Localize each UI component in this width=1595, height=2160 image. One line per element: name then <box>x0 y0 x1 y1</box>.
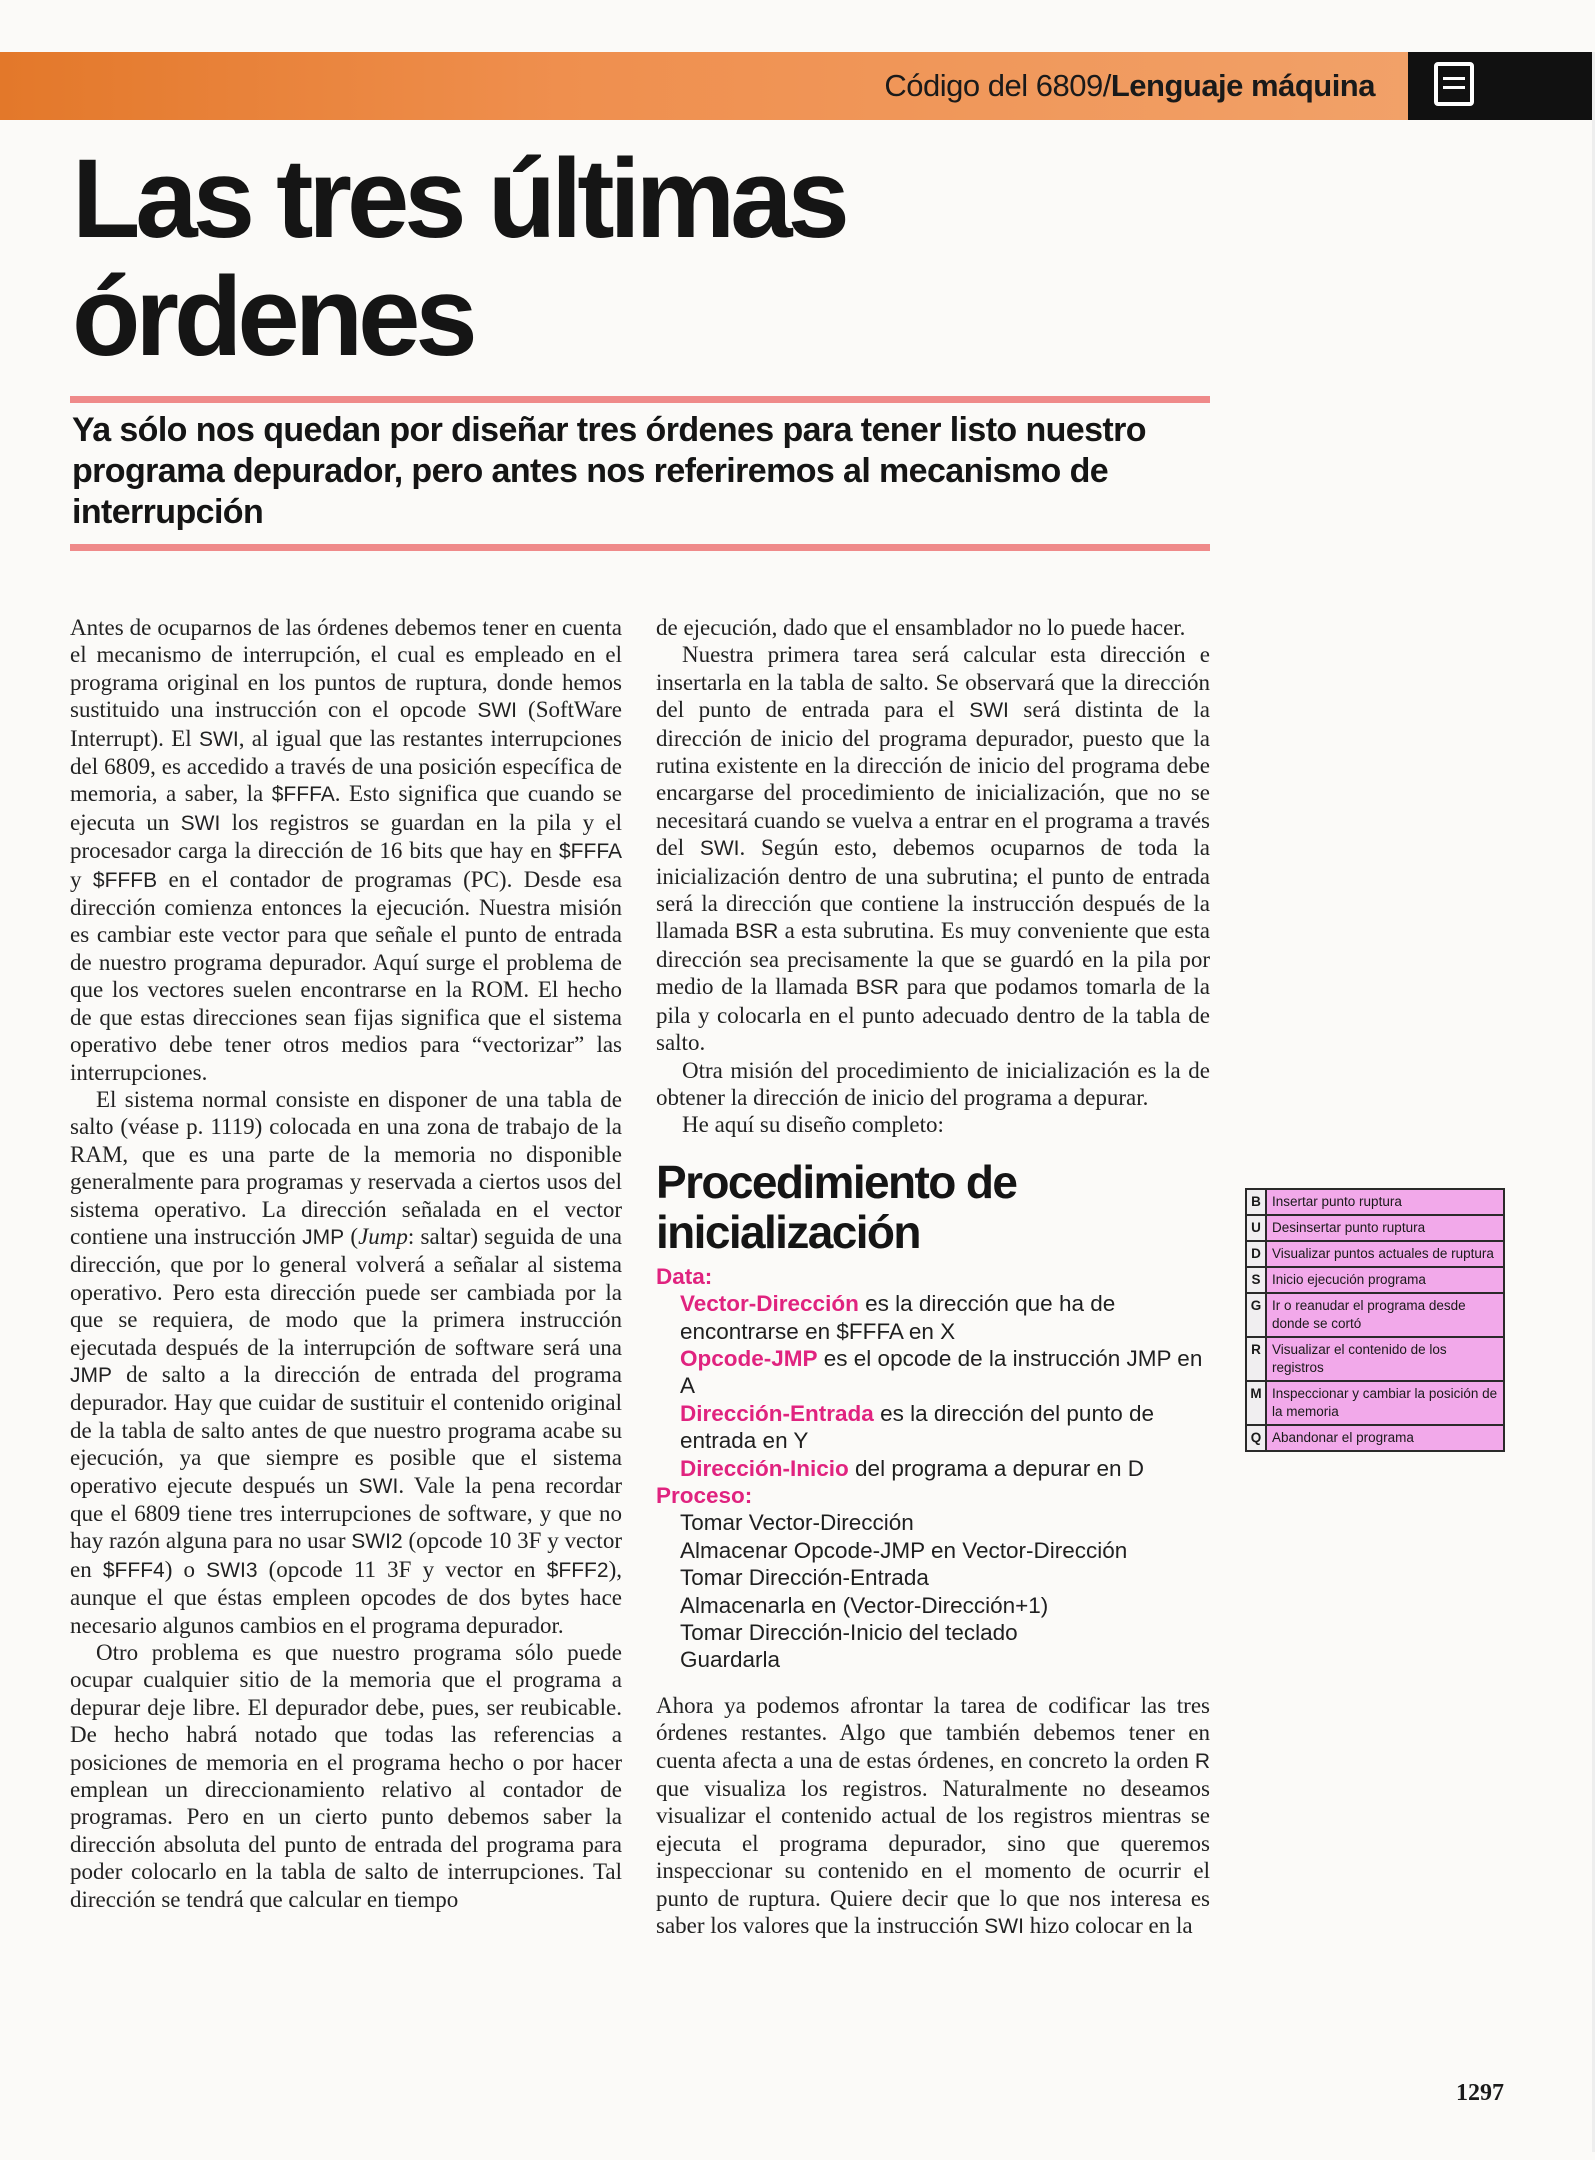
left-column <box>70 614 622 1913</box>
command-description: Abandonar el programa <box>1266 1425 1504 1451</box>
right-column <box>656 614 1210 1940</box>
command-key: M <box>1246 1381 1266 1425</box>
command-description: Ir o reanudar el programa desde donde se cortó <box>1266 1293 1504 1337</box>
pseudo-step: Tomar Dirección-Entrada <box>680 1565 929 1591</box>
table-row <box>1246 1267 1504 1293</box>
right-paragraph-3: He aquí su diseño completo: <box>682 1112 944 1138</box>
left-paragraph-3: Otro problema es que nuestro programa sólo puede ocupar cualquier sitio de la memoria que el programa a depurar deje libre. El depurador debe, pues, ser reubicable. De hecho habrá notado que todas las referencias a posiciones de memoria en el programa hecho o por hacer emplean un direccionamiento relativo al contador de programas. Pero en un cierto punto debemos saber la dirección absoluta del punto de entrada del programa para poder colocarlo en la tabla de salto de interrupciones. Tal dirección se tendrá que calcular en tiempo <box>70 1640 622 1912</box>
right-paragraph-4: Ahora ya podemos afrontar la tarea de codificar las tres órdenes restantes. Algo que también debemos tener en cuenta afecta a una de estas órdenes, en concreto la orden R que visualiza los registros. Naturalmente no deseamos visualizar el contenido actual de los registros mientras se ejecuta el programa depurador, sino que queremos inspeccionar su contenido en el momento de ocurrir el punto de ruptura. Quiere decir que lo que nos interesa es saber los valores que la instrucción SWI hizo colocar en la <box>656 1692 1210 1939</box>
pseudo-data-line: Vector-Dirección es la dirección que ha de encontrarse en $FFFA en X <box>680 1291 1116 1344</box>
table-row <box>1246 1293 1504 1337</box>
header-subject: Lenguaje máquina <box>1110 68 1375 103</box>
section-icon-box <box>1408 52 1595 120</box>
pseudo-step: Guardarla <box>680 1647 781 1673</box>
header-band <box>0 52 1595 120</box>
command-description: Inspeccionar y cambiar la posición de la memoria <box>1266 1381 1504 1425</box>
running-header <box>884 52 1375 120</box>
table-row <box>1246 1381 1504 1425</box>
pseudo-step: Tomar Vector-Dirección <box>680 1510 914 1536</box>
pseudo-data-line: Dirección-Inicio del programa a depurar en D <box>680 1455 1144 1481</box>
command-table <box>1245 1188 1505 1452</box>
section-heading: Procedimiento de inicialización <box>656 1155 1017 1258</box>
table-row <box>1246 1215 1504 1241</box>
pseudo-data-label: Data: <box>656 1263 713 1289</box>
table-row <box>1246 1337 1504 1381</box>
pseudo-step: Almacenarla en (Vector-Dirección+1) <box>680 1592 1049 1618</box>
pseudocode-block <box>656 1263 1210 1674</box>
monitor-icon <box>1434 62 1474 106</box>
command-key: Q <box>1246 1425 1266 1451</box>
command-description: Visualizar puntos actuales de ruptura <box>1266 1241 1504 1267</box>
table-row <box>1246 1241 1504 1267</box>
title-rule-top <box>70 396 1210 403</box>
table-row <box>1246 1189 1504 1215</box>
command-key: S <box>1246 1267 1266 1293</box>
command-description: Visualizar el contenido de los registros <box>1266 1337 1504 1381</box>
pseudo-step: Tomar Dirección-Inicio del teclado <box>680 1620 1018 1645</box>
command-description: Desinsertar punto ruptura <box>1266 1215 1504 1241</box>
title-rule-bottom <box>70 544 1210 551</box>
right-paragraph-1: Nuestra primera tarea será calcular esta dirección e insertarla en la tabla de salto. Se observará que la dirección del punto de entrada para el SWI será distinta de la dirección de inicio del programa depurador, puesto que la rutina existente en la dirección de inicio del programa debe encargarse del procedimiento de inicialización, que no se necesitará cuando se vuelva a entrar en el programa a través del SWI. Según esto, debemos ocuparnos de toda la inicialización dentro de una subrutina; el punto de entrada será la dirección que contiene la instrucción después de la llamada BSR a esta subrutina. Es muy conveniente que esta dirección sea precisamente la que se guardó en la pila por medio de la llamada BSR para que podamos tomarla de la pila y colocarla en el punto adecuado dentro de la tabla de salto. <box>656 642 1211 1056</box>
pseudo-data-line: Opcode-JMP es el opcode de la instrucción JMP en A <box>680 1345 1203 1399</box>
command-description: Inicio ejecución programa <box>1266 1267 1504 1293</box>
page-subtitle: Ya sólo nos quedan por diseñar tres órdenes para tener listo nuestro programa depurador, pero antes nos referiremos al mecanismo de interrupción <box>72 411 1146 531</box>
left-paragraph-2: El sistema normal consiste en disponer de una tabla de salto (véase p. 1119) colocada en una zona de trabajo de la RAM, que es una parte de la memoria no disponible generalmente para programas y reservada a ciertos usos del sistema operativo. La dirección señalada en el vector contiene una instrucción JMP (Jump: saltar) seguida de una dirección, que por lo general volverá a señalar al sistema operativo. Pero esta dirección puede ser cambiada por la que se requiera, de modo que la primera instrucción ejecutada después de la interrupción de software será una JMP de salto a la dirección de entrada del programa depurador. Hay que cuidar de sustituir el contenido original de la tabla de salto antes de que nuestro programa acabe su ejecución, ya que siempre es posible que el sistema operativo ejecute después un SWI. Vale la pena recordar que el 6809 tiene tres interrupciones de software, y que no hay razón alguna para no usar SWI2 (opcode 10 3F y vector en $FFF4) o SWI3 (opcode 11 3F y vector en $FFF2), aunque el que éstas empleen opcodes de dos bytes hace necesario algunos cambios en el programa depurador. <box>70 1086 622 1638</box>
right-paragraph-2: Otra misión del procedimiento de inicialización es la de obtener la dirección de inicio del programa a depurar. <box>656 1057 1210 1110</box>
table-row <box>1246 1425 1504 1451</box>
page-number: 1297 <box>1456 2080 1504 2106</box>
command-key: U <box>1246 1215 1266 1241</box>
command-key: D <box>1246 1241 1266 1267</box>
command-key: G <box>1246 1293 1266 1337</box>
pseudo-data-line: Dirección-Entrada es la dirección del punto de entrada en Y <box>680 1400 1154 1454</box>
left-paragraph-1: Antes de ocuparnos de las órdenes debemos tener en cuenta el mecanismo de interrupción, el cual es empleado en el programa original en los puntos de ruptura, donde hemos sustituido una instrucción con el opcode SWI (SoftWare Interrupt). El SWI, al igual que las restantes interrupciones del 6809, es accedido a través de una posición específica de memoria, a saber, la $FFFA. Esto significa que cuando se ejecuta un SWI los registros se guardan en la pila y el procesador carga la dirección de 16 bits que hay en $FFFA y $FFFB en el contador de programas (PC). Desde esa dirección comienza entonces la ejecución. Nuestra misión es cambiar este vector para que señale el punto de entrada de nuestro programa depurador. Aquí surge el problema de que los vectores suelen encontrarse en la ROM. El hecho de que estas direcciones sean fijas significa que el sistema operativo debe tener otros medios para “vectorizar” las interrupciones. <box>70 615 623 1085</box>
command-description: Insertar punto ruptura <box>1266 1189 1504 1215</box>
command-key: B <box>1246 1189 1266 1215</box>
page-title: Las tres últimas órdenes <box>72 136 845 379</box>
command-key: R <box>1246 1337 1266 1381</box>
right-paragraph-0: de ejecución, dado que el ensamblador no lo puede hacer. <box>656 615 1186 640</box>
pseudo-process-label: Proceso: <box>656 1482 753 1508</box>
pseudo-step: Almacenar Opcode-JMP en Vector-Dirección <box>680 1537 1128 1563</box>
header-section: Código del 6809/ <box>884 68 1111 103</box>
